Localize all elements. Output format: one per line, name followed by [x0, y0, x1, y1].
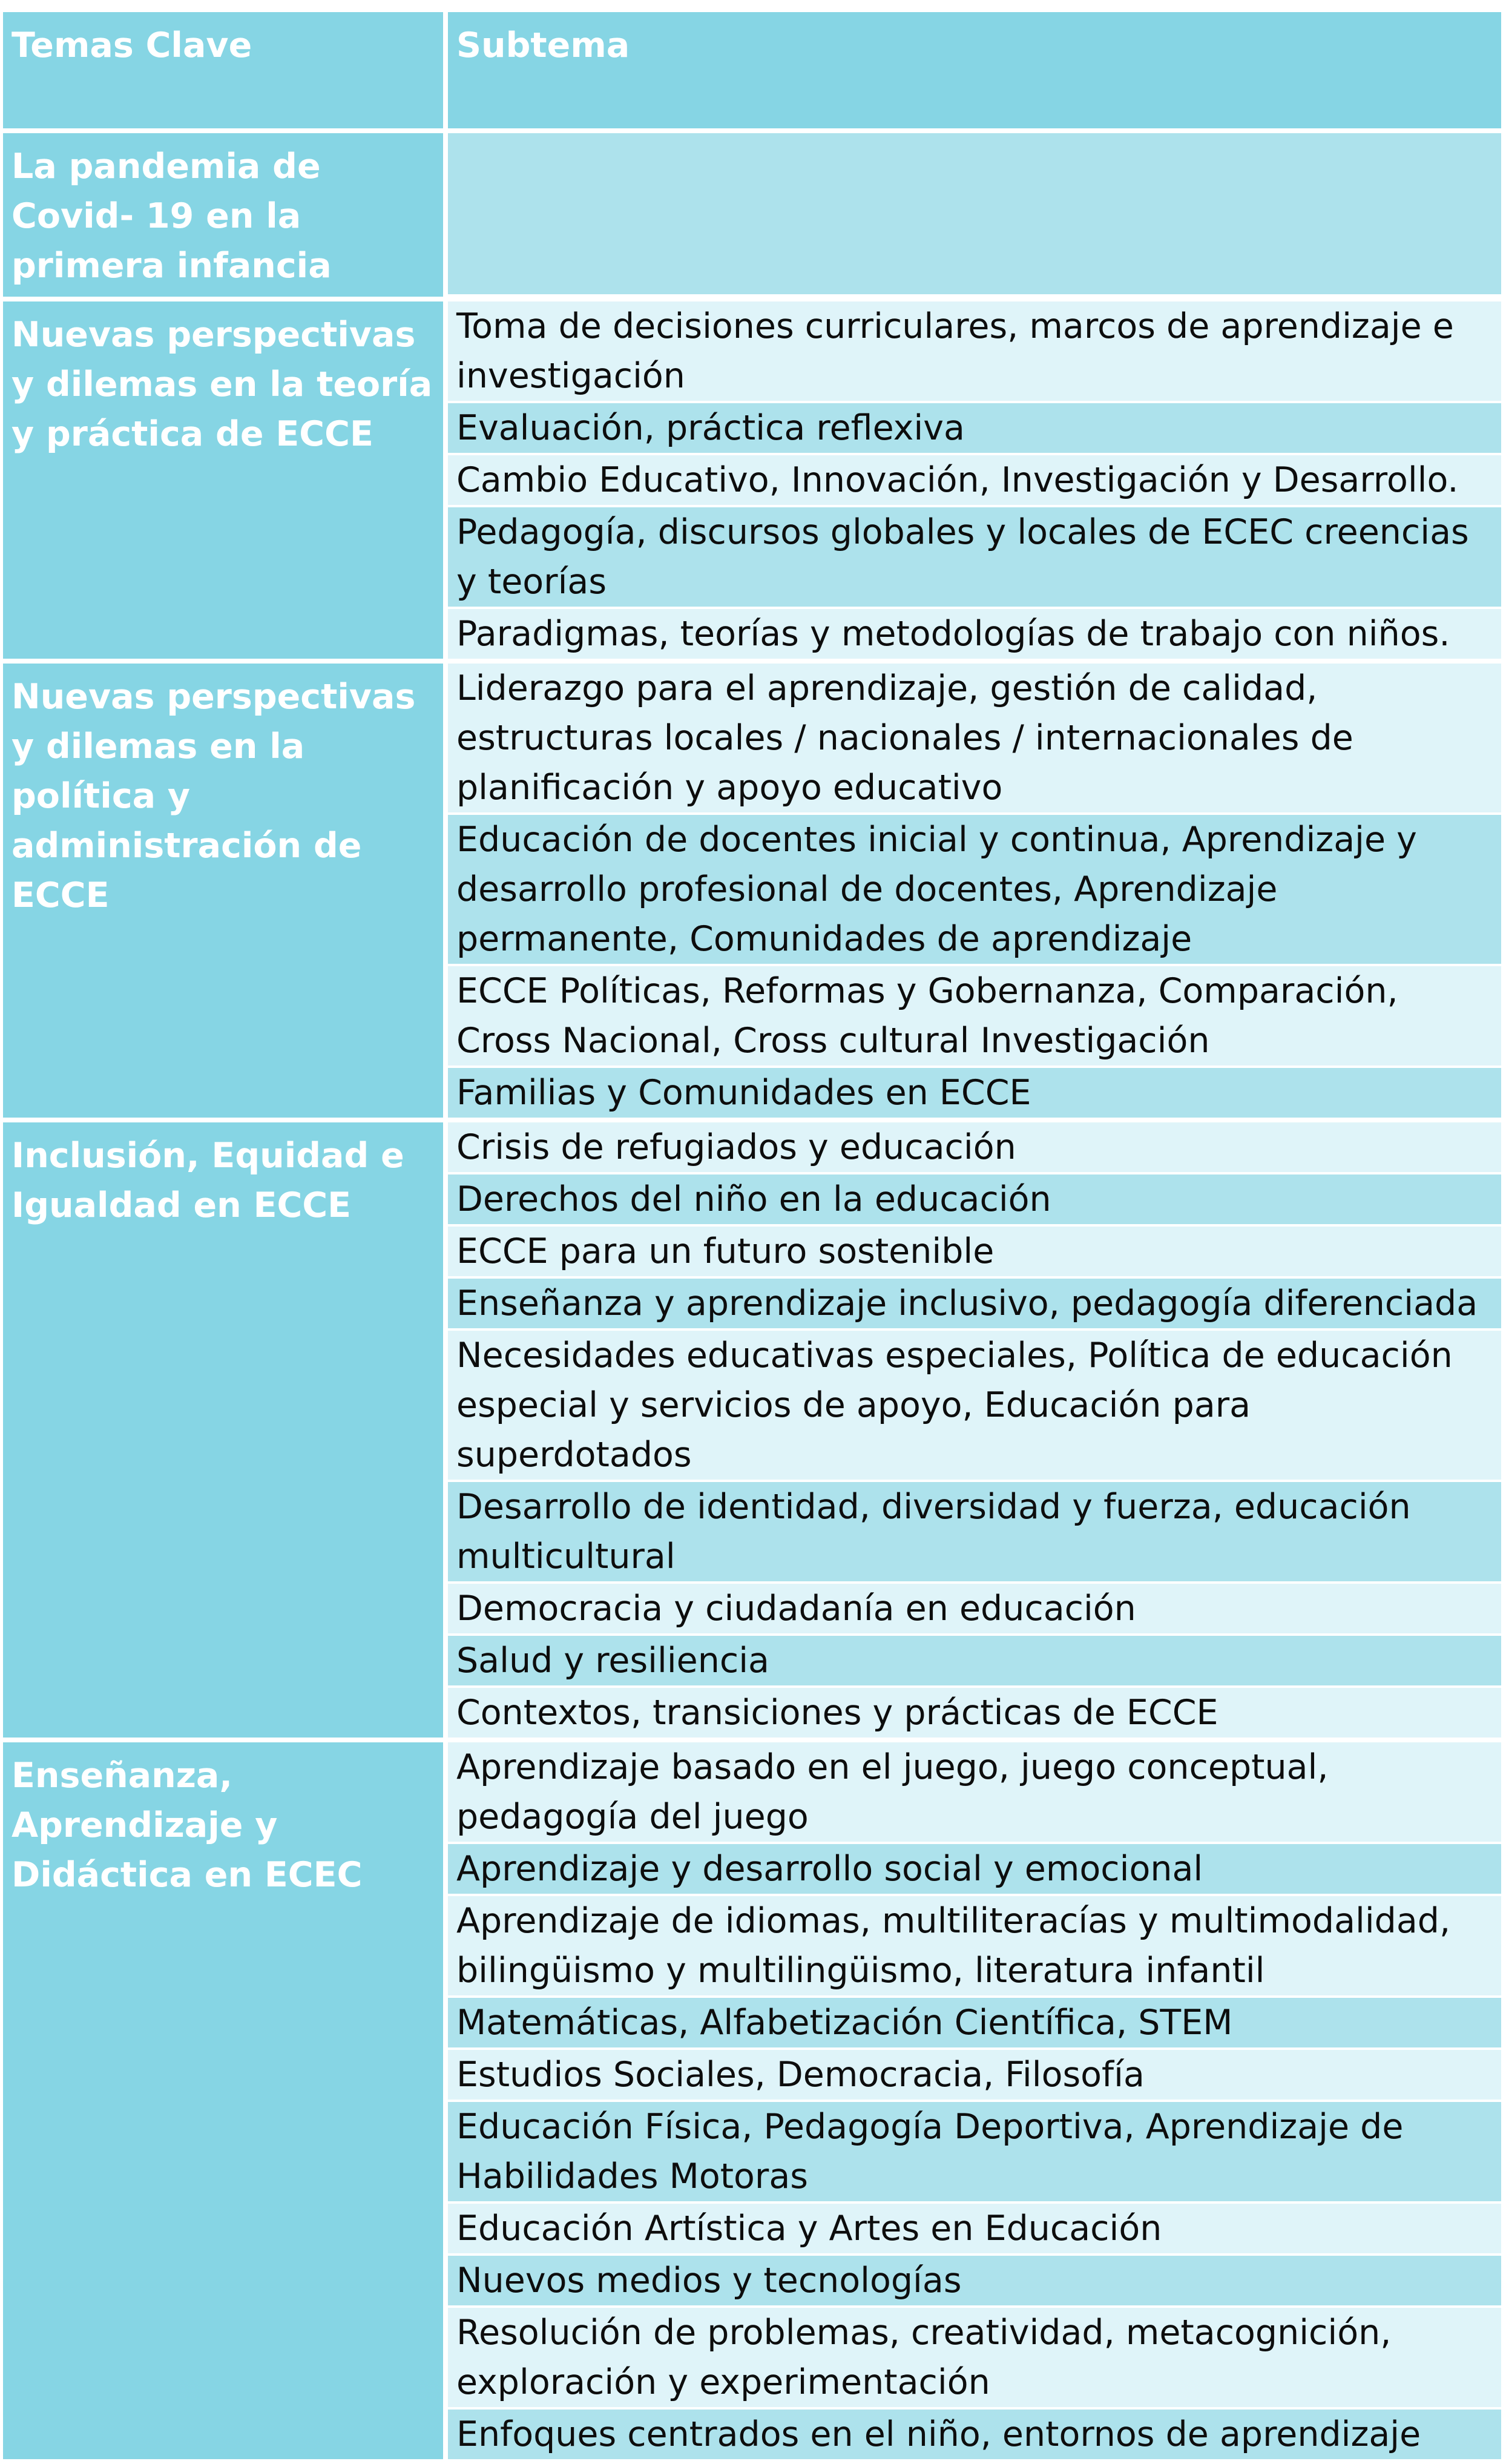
subtopic-list [448, 1742, 1501, 2459]
subtopic-cell: Matemáticas, Alfabetización Científica, STEM [448, 1998, 1501, 2050]
subtopic-cell: Resolución de problemas, creatividad, metacognición, exploración y experimentación [448, 2308, 1501, 2410]
subtopic-cell: ECCE Políticas, Reformas y Gobernanza, Comparación, Cross Nacional, Cross cultural Investigación [448, 966, 1501, 1068]
key-topic-cell: Nuevas perspectivas y dilemas en la teoría y práctica de ECCE [3, 301, 448, 659]
subtopic-cell: Familias y Comunidades en ECCE [448, 1068, 1501, 1118]
subtopic-cell: Liderazgo para el aprendizaje, gestión de calidad, estructuras locales / nacionales / internacionales de planificación y apoyo educativo [448, 664, 1501, 815]
subtopic-cell: Toma de decisiones curriculares, marcos de aprendizaje e investigación [448, 301, 1501, 403]
subtopic-cell: Nuevos medios y tecnologías [448, 2256, 1501, 2308]
header-temas-clave: Temas Clave [3, 12, 448, 128]
subtopic-cell: ECCE para un futuro sostenible [448, 1227, 1501, 1279]
table-group-row [3, 1122, 1501, 1742]
table-group-row [3, 664, 1501, 1122]
subtopic-cell: Enseñanza y aprendizaje inclusivo, pedagogía diferenciada [448, 1279, 1501, 1331]
subtopic-cell: Necesidades educativas especiales, Política de educación especial y servicios de apoyo, Educación para superdotados [448, 1331, 1501, 1482]
subtopic-cell: Aprendizaje basado en el juego, juego conceptual, pedagogía del juego [448, 1742, 1501, 1844]
subtopic-list [448, 1122, 1501, 1738]
topics-table [3, 12, 1501, 2464]
subtopic-cell: Aprendizaje y desarrollo social y emocional [448, 1844, 1501, 1896]
subtopic-list [448, 664, 1501, 1118]
subtopic-cell: Cambio Educativo, Innovación, Investigación y Desarrollo. [448, 455, 1501, 507]
table-group-row [3, 301, 1501, 664]
key-topic-cell: Inclusión, Equidad e Igualdad en ECCE [3, 1122, 448, 1738]
subtopic-cell: Educación Artística y Artes en Educación [448, 2204, 1501, 2256]
subtopic-cell: Derechos del niño en la educación [448, 1174, 1501, 1227]
table-group-row [3, 1742, 1501, 2464]
subtopic-cell: Educación Física, Pedagogía Deportiva, Aprendizaje de Habilidades Motoras [448, 2102, 1501, 2204]
subtopic-cell: Democracia y ciudadanía en educación [448, 1584, 1501, 1636]
subtopic-cell: Enfoques centrados en el niño, entornos de aprendizaje [448, 2410, 1501, 2459]
subtopic-cell: Educación de docentes inicial y continua, Aprendizaje y desarrollo profesional de docentes, Aprendizaje permanente, Comunidades de aprendizaje [448, 815, 1501, 966]
subtopic-cell: Evaluación, práctica reflexiva [448, 403, 1501, 455]
table-group-row [3, 133, 1501, 301]
table-body [3, 133, 1501, 2464]
subtopic-list [448, 133, 1501, 297]
subtopic-list [448, 301, 1501, 659]
subtopic-cell: Salud y resiliencia [448, 1636, 1501, 1688]
key-topic-cell: Nuevas perspectivas y dilemas en la política y administración de ECCE [3, 664, 448, 1118]
table-header-row [3, 12, 1501, 133]
subtopic-cell: Crisis de refugiados y educación [448, 1122, 1501, 1174]
empty-subtopic-cell [448, 133, 1501, 294]
subtopic-cell: Aprendizaje de idiomas, multiliteracías y multimodalidad, bilingüismo y multilingüismo, literatura infantil [448, 1896, 1501, 1998]
subtopic-cell: Paradigmas, teorías y metodologías de trabajo con niños. [448, 609, 1501, 659]
subtopic-cell: Pedagogía, discursos globales y locales de ECEC creencias y teorías [448, 507, 1501, 609]
subtopic-cell: Desarrollo de identidad, diversidad y fuerza, educación multicultural [448, 1482, 1501, 1584]
header-subtema: Subtema [448, 12, 1501, 128]
key-topic-cell: Enseñanza, Aprendizaje y Didáctica en ECEC [3, 1742, 448, 2459]
subtopic-cell: Contextos, transiciones y prácticas de ECCE [448, 1688, 1501, 1738]
subtopic-cell: Estudios Sociales, Democracia, Filosofía [448, 2050, 1501, 2102]
key-topic-cell: La pandemia de Covid- 19 en la primera infancia [3, 133, 448, 297]
